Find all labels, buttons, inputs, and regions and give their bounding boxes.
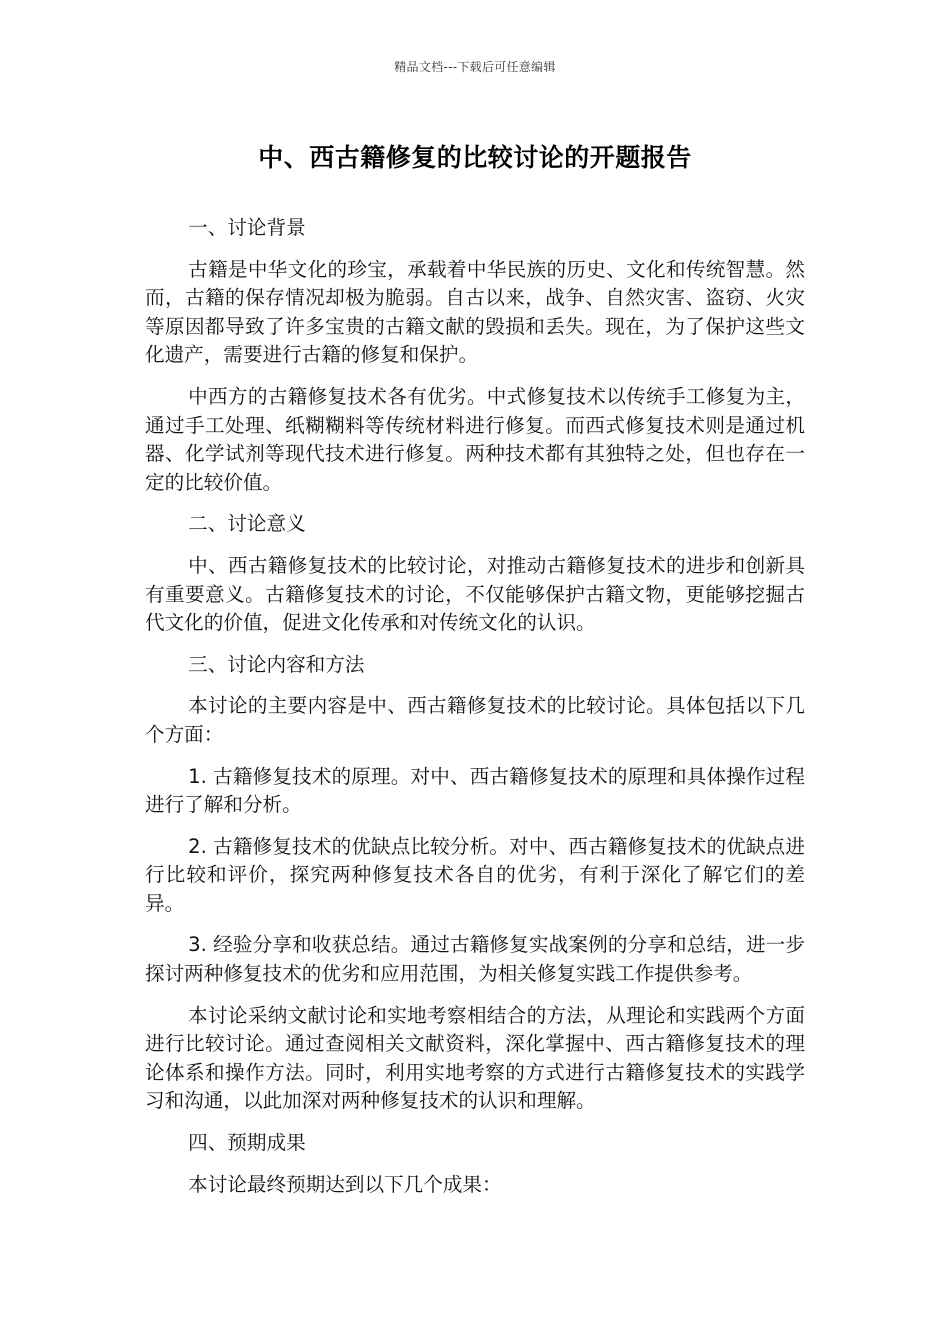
list-item-experience: 3. 经验分享和收获总结。通过古籍修复实战案例的分享和总结，进一步探讨两种修复技术的优劣和应用范围，为相关修复实践工作提供参考。 <box>145 933 805 986</box>
document-title: 中、西古籍修复的比较讨论的开题报告 <box>258 143 692 172</box>
paragraph-methods: 本讨论采纳文献讨论和实地考察相结合的方法，从理论和实践两个方面进行比较讨论。通过查阅相关文献资料，深化掌握中、西古籍修复技术的理论体系和操作方法。同时，利用实地考察的方式进行古籍修复技术的实践学习和沟通，以此加深对两种修复技术的认识和理解。 <box>145 1003 805 1113</box>
paragraph-significance-1: 中、西古籍修复技术的比较讨论，对推动古籍修复技术的进步和创新具有重要意义。古籍修复技术的讨论，不仅能够保护古籍文物，更能够挖掘古代文化的价值，促进文化传承和对传统文化的认识。 <box>145 553 805 635</box>
section-heading-content-methods: 三、讨论内容和方法 <box>188 652 365 676</box>
paragraph-expected-results: 本讨论最终预期达到以下几个成果： <box>188 1172 502 1196</box>
list-item-comparison: 2. 古籍修复技术的优缺点比较分析。对中、西古籍修复技术的优缺点进行比较和评价，探究两种修复技术各自的优劣，有利于深化了解它们的差异。 <box>145 834 805 915</box>
section-heading-expected-results: 四、预期成果 <box>188 1131 306 1155</box>
list-item-principles: 1. 古籍修复技术的原理。对中、西古籍修复技术的原理和具体操作过程进行了解和分析。 <box>145 764 805 817</box>
document-body <box>145 214 805 1212</box>
section-heading-background: 一、讨论背景 <box>188 216 306 239</box>
paragraph-background-2: 中西方的古籍修复技术各有优劣。中式修复技术以传统手工修复为主，通过手工处理、纸糊糊料等传统材料进行修复。而西式修复技术则是通过机器、化学试剂等现代技术进行修复。两种技术都有其独特之处，但也存在一定的比较价值。 <box>145 384 805 494</box>
paragraph-content-intro: 本讨论的主要内容是中、西古籍修复技术的比较讨论。具体包括以下几个方面： <box>145 694 805 746</box>
header-note: 精品文档---下载后可任意编辑 <box>394 60 556 74</box>
paragraph-background-1: 古籍是中华文化的珍宝，承载着中华民族的历史、文化和传统智慧。然而，古籍的保存情况却极为脆弱。自古以来，战争、自然灾害、盗窃、火灾等原因都导致了许多宝贵的古籍文献的毁损和丢失。现在，为了保护这些文化遗产，需要进行古籍的修复和保护。 <box>145 257 805 367</box>
section-heading-significance: 二、讨论意义 <box>188 512 306 536</box>
